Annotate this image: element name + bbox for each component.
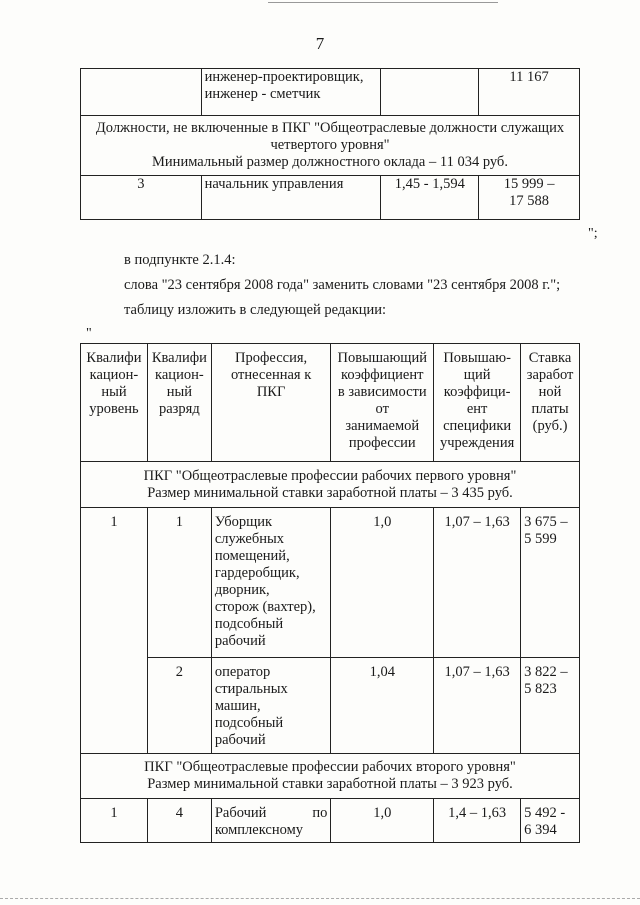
header-profession (211, 344, 330, 462)
level-cell: 1 (81, 508, 148, 754)
header-line: ной (538, 384, 562, 400)
rate-cell (521, 799, 580, 843)
opening-quote: " (86, 326, 92, 341)
header-line: коэффици- (443, 384, 511, 400)
profession-line: подсобный (214, 715, 284, 731)
coefficient-cell: 1,0 (331, 799, 434, 843)
profession-line: комплексному (214, 822, 304, 838)
header-line: ПКГ (256, 384, 286, 400)
profession-word: по (312, 805, 328, 821)
specific-coefficient-cell: 1,4 – 1,63 (434, 799, 521, 843)
group-header-line: Размер минимальной ставки заработной платы – 3 923 руб. (147, 776, 513, 792)
header-specific-coefficient (434, 344, 521, 462)
group-header (81, 116, 580, 176)
table-row (81, 69, 580, 116)
position-name: начальник управления (201, 176, 381, 220)
rate-line: 3 822 – (524, 664, 568, 680)
group-header-line: четвертого уровня" (270, 137, 390, 153)
header-line: профессии (348, 435, 416, 451)
profession-cell (211, 799, 330, 843)
paragraph: слова "23 сентября 2008 года" заменить словами "23 сентября 2008 г."; (124, 277, 561, 293)
salary-cell (479, 176, 580, 220)
profession-line: подсобный (214, 616, 284, 632)
table-header-row (81, 344, 580, 462)
header-line: Ставка (528, 350, 572, 366)
header-line: отнесенная к (230, 367, 312, 383)
grade-cell: 1 (147, 508, 211, 658)
scan-top-line (268, 2, 498, 3)
coefficient-cell: 1,45 - 1,594 (381, 176, 479, 220)
paragraph: в подпункте 2.1.4: (124, 252, 236, 268)
profession-line: сторож (вахтер), (214, 599, 316, 615)
specific-coefficient-cell: 1,07 – 1,63 (434, 508, 521, 658)
grade-cell: 2 (147, 658, 211, 754)
profession-line: рабочий (214, 732, 266, 748)
grade-cell: 4 (147, 799, 211, 843)
header-coefficient (331, 344, 434, 462)
header-line: (руб.) (532, 418, 568, 434)
salary-line: 15 999 – (503, 176, 555, 192)
table-cell (381, 69, 479, 116)
rate-cell (521, 658, 580, 754)
header-line: кацион- (155, 367, 204, 383)
rate-line: 5 492 - (524, 805, 566, 821)
header-line: специфики (443, 418, 512, 434)
table-row (81, 176, 580, 220)
group-header-line: Минимальный размер должностного оклада – 11 034 руб. (152, 154, 508, 170)
page-number: 7 (315, 34, 325, 53)
table-cell (201, 69, 381, 116)
header-line: Повышаю- (443, 350, 511, 366)
specific-coefficient-cell: 1,07 – 1,63 (434, 658, 521, 754)
table-cell (81, 69, 202, 116)
profession-line: рабочий (214, 633, 266, 649)
header-qualification-level (81, 344, 148, 462)
profession-line: дворник, (214, 582, 270, 598)
profession-line: машин, (214, 698, 261, 714)
position-name: инженер-проектировщик, (204, 69, 364, 85)
header-line: заработ (526, 367, 574, 383)
table-row (81, 754, 580, 799)
header-line: кацион- (89, 367, 139, 383)
header-line: ный (101, 384, 127, 400)
salary-cell: 11 167 (479, 69, 580, 116)
rate-line: 5 823 (524, 681, 557, 697)
profession-cell (211, 658, 330, 754)
profession-line: служебных (214, 531, 284, 547)
header-wage-rate (521, 344, 580, 462)
salary-line: 17 588 (509, 193, 550, 209)
group-header (81, 462, 580, 508)
group-header-line: ПКГ "Общеотраслевые профессии рабочих второго уровня" (144, 759, 516, 775)
header-line: разряд (159, 401, 200, 417)
header-line: от (375, 401, 389, 417)
header-line: коэффициент (341, 367, 424, 383)
group-header-line: ПКГ "Общеотраслевые профессии рабочих первого уровня" (143, 467, 517, 484)
coefficient-cell: 1,0 (331, 508, 434, 658)
professions-table (80, 343, 580, 843)
profession-line: оператор (214, 664, 271, 680)
header-line: ный (166, 384, 192, 400)
position-name: инженер - сметчик (204, 86, 321, 102)
level-cell: 3 (81, 176, 202, 220)
header-line: ент (466, 401, 488, 417)
coefficient-cell: 1,04 (331, 658, 434, 754)
profession-line: помещений, (214, 548, 290, 564)
rate-cell (521, 508, 580, 658)
closing-quote: "; (588, 226, 598, 241)
header-line: занимаемой (345, 418, 420, 434)
table-row (81, 116, 580, 176)
header-line: щий (463, 367, 491, 383)
group-header (81, 754, 580, 799)
profession-cell (211, 508, 330, 658)
header-line: Профессия, (235, 350, 308, 366)
profession-line: стиральных (214, 681, 288, 697)
header-qualification-grade (147, 344, 211, 462)
header-line: учреждения (440, 435, 515, 451)
table-row (81, 658, 580, 754)
table-row (81, 799, 580, 843)
header-line: Квалифи (86, 350, 142, 366)
group-header-line: Размер минимальной ставки заработной платы – 3 435 руб. (147, 484, 513, 501)
profession-word: Рабочий (214, 805, 267, 821)
header-line: платы (531, 401, 569, 417)
profession-line (215, 805, 327, 822)
group-header-line: Должности, не включенные в ПКГ "Общеотраслевые должности служащих (95, 120, 565, 136)
paragraph: таблицу изложить в следующей редакции: (124, 302, 387, 318)
profession-line: гардеробщик, (214, 565, 300, 581)
scan-bottom-line (0, 898, 640, 899)
level-cell: 1 (81, 799, 148, 843)
profession-line: Уборщик (214, 514, 273, 530)
positions-table-continued (80, 68, 580, 220)
table-row (81, 462, 580, 508)
header-line: в зависимости (337, 384, 427, 400)
rate-line: 5 599 (524, 531, 557, 547)
rate-line: 6 394 (524, 822, 557, 838)
header-line: Квалифи (151, 350, 207, 366)
header-line: уровень (89, 401, 139, 417)
table-row (81, 508, 580, 658)
rate-line: 3 675 – (524, 514, 568, 530)
header-line: Повышающий (337, 350, 427, 366)
